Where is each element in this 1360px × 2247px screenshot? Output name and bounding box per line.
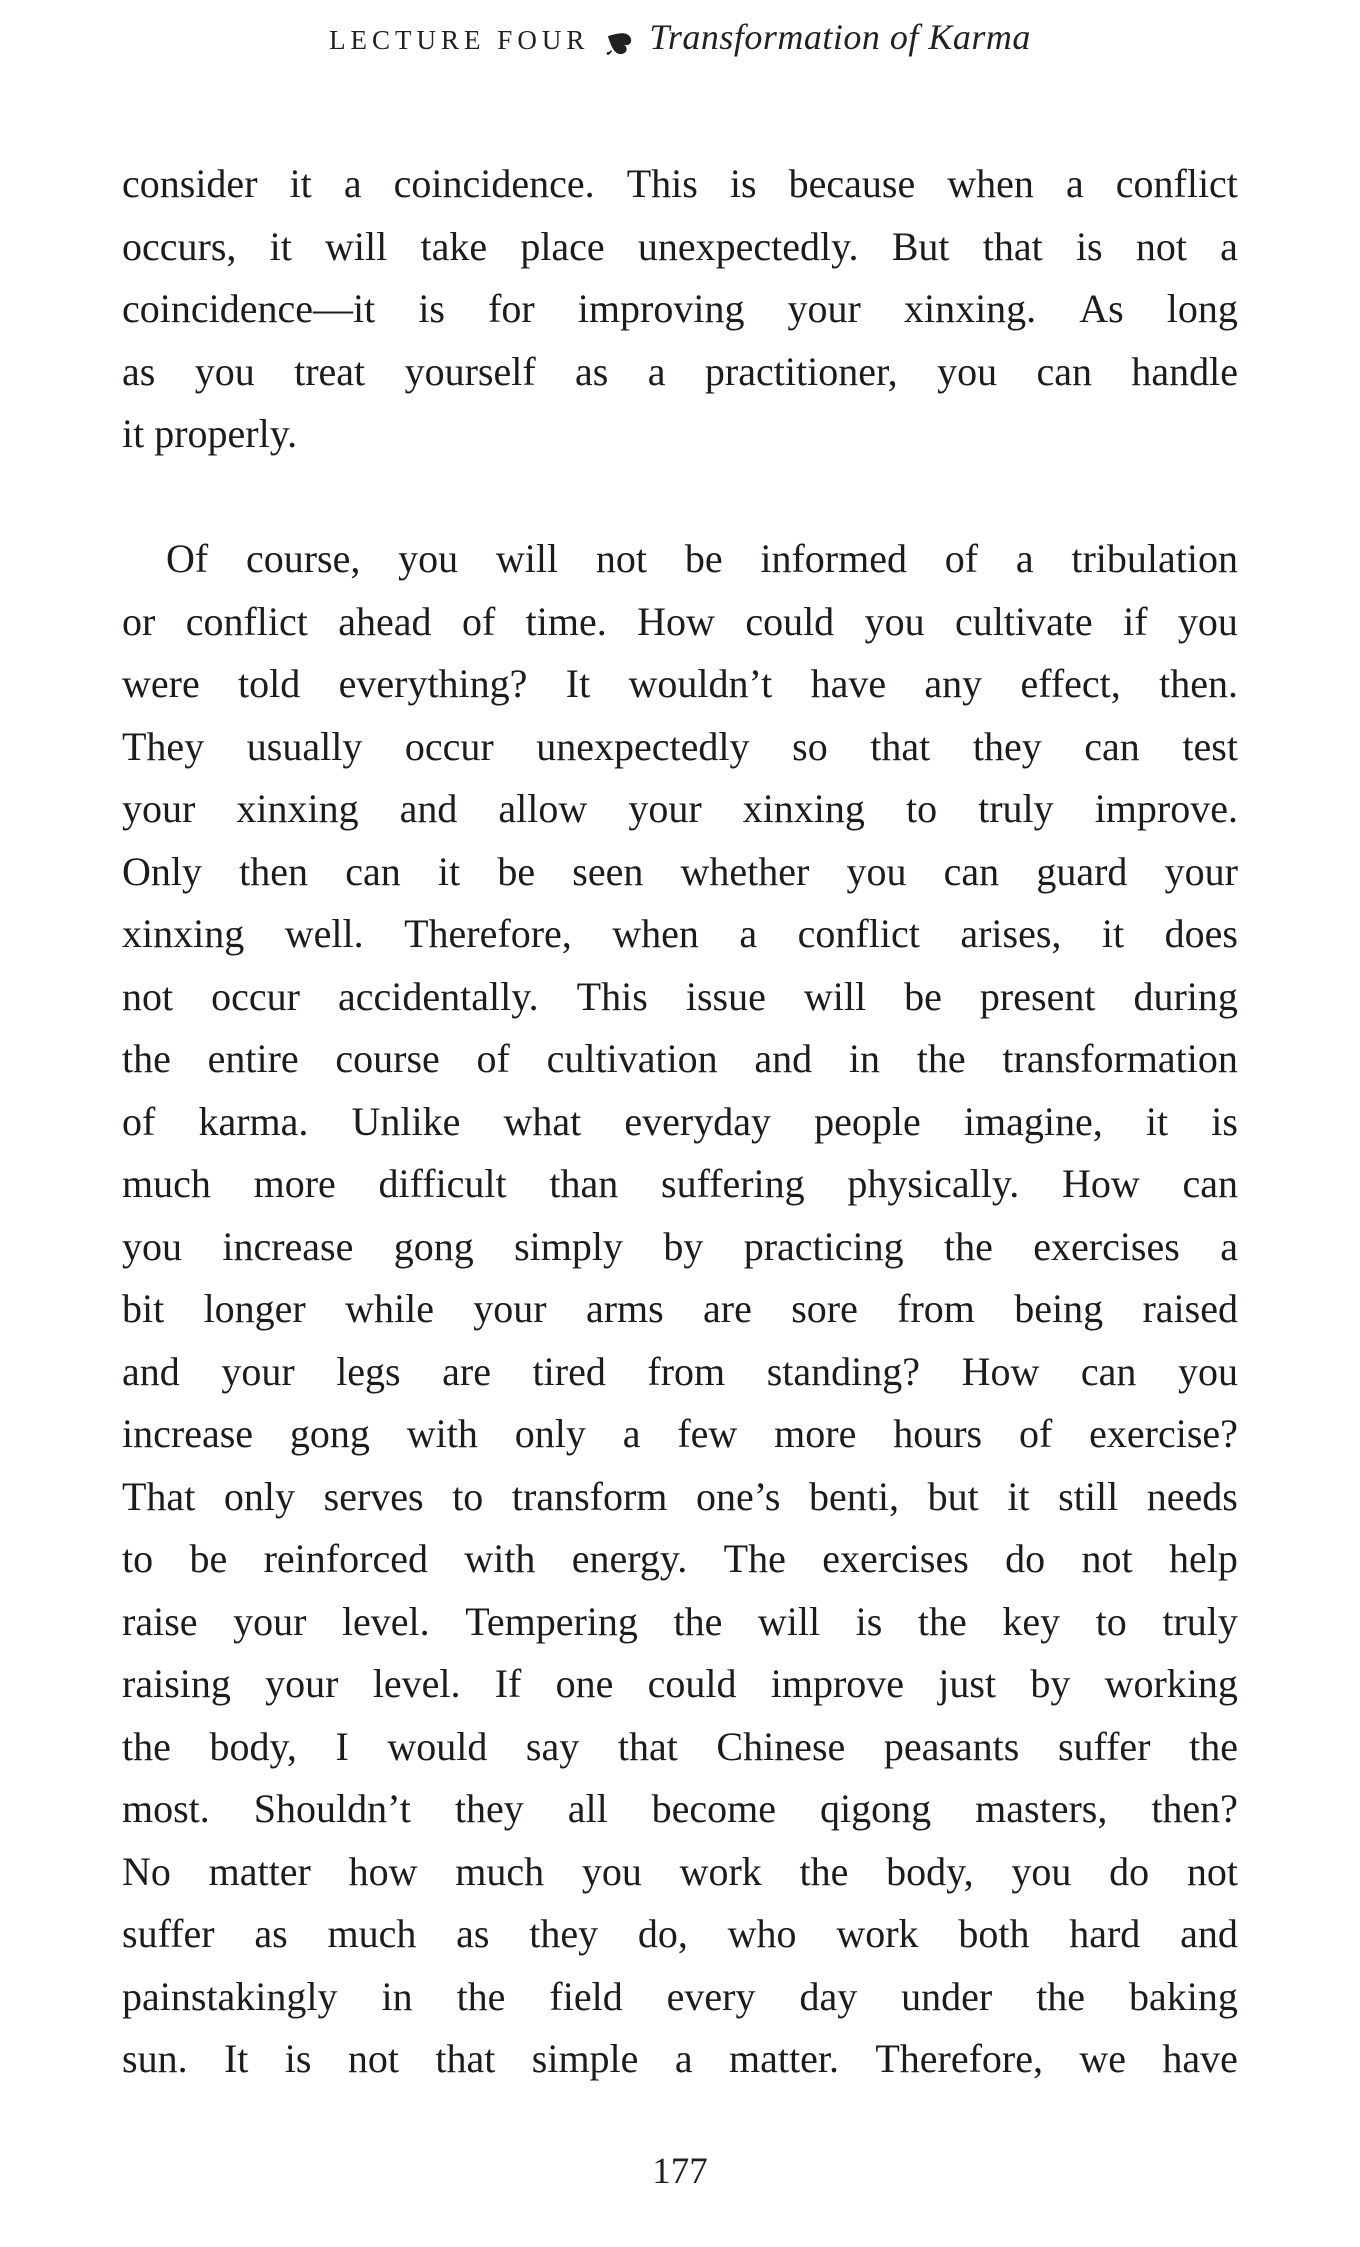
lecture-label: LECTURE FOUR bbox=[329, 25, 590, 55]
text-line: not occur accidentally. This issue will be present during bbox=[122, 973, 1238, 1019]
text-line: were told everything? It wouldn’t have any effect, then. bbox=[122, 661, 1238, 706]
text-line: and your legs are tired from standing? How can you bbox=[122, 1348, 1238, 1394]
chapter-title: Transformation of Karma bbox=[649, 17, 1031, 57]
text-line: you increase gong simply by practicing the exercises a bbox=[122, 1223, 1238, 1269]
paragraph bbox=[122, 528, 1238, 2091]
text-line: suffer as much as they do, who work both hard and bbox=[122, 1911, 1238, 1956]
text-line: increase gong with only a few more hours of exercise? bbox=[122, 1411, 1238, 1456]
text-line: of karma. Unlike what everyday people imagine, it is bbox=[122, 1098, 1238, 1144]
text-line: That only serves to transform one’s benti, but it still needs bbox=[122, 1473, 1238, 1519]
hedera-leaf-icon bbox=[604, 27, 634, 57]
text-line: your xinxing and allow your xinxing to truly improve. bbox=[122, 786, 1238, 831]
paragraph bbox=[122, 153, 1238, 466]
text-line: it properly. bbox=[122, 411, 298, 456]
text-line: painstakingly in the field every day under the baking bbox=[122, 1973, 1238, 2019]
text-line: the body, I would say that Chinese peasants suffer the bbox=[122, 1723, 1238, 1769]
text-line: raise your level. Tempering the will is the key to truly bbox=[122, 1598, 1238, 1644]
running-header bbox=[0, 16, 1360, 58]
text-line: or conflict ahead of time. How could you cultivate if you bbox=[122, 598, 1238, 644]
text-line: to be reinforced with energy. The exercises do not help bbox=[122, 1536, 1238, 1581]
text-line: coincidence—it is for improving your xinxing. As long bbox=[122, 286, 1238, 331]
text-line: most. Shouldn’t they all become qigong masters, then? bbox=[122, 1786, 1238, 1831]
text-line: Of course, you will not be informed of a tribulation bbox=[166, 536, 1238, 581]
text-line: occurs, it will take place unexpectedly. But that is not a bbox=[122, 223, 1238, 269]
text-line: the entire course of cultivation and in the transformation bbox=[122, 1036, 1238, 1081]
text-line: as you treat yourself as a practitioner, you can handle bbox=[122, 348, 1238, 394]
text-line: No matter how much you work the body, you do not bbox=[122, 1848, 1238, 1894]
page-text bbox=[122, 153, 1238, 2091]
text-line: much more difficult than suffering physically. How can bbox=[122, 1161, 1238, 1206]
text-line: sun. It is not that simple a matter. Therefore, we have bbox=[122, 2036, 1238, 2081]
text-line: xinxing well. Therefore, when a conflict arises, it does bbox=[122, 911, 1238, 956]
text-line: They usually occur unexpectedly so that they can test bbox=[122, 723, 1238, 769]
page-number: 177 bbox=[652, 2151, 708, 2192]
text-line: bit longer while your arms are sore from being raised bbox=[122, 1286, 1238, 1331]
text-line: Only then can it be seen whether you can guard your bbox=[122, 848, 1238, 894]
text-line: raising your level. If one could improve just by working bbox=[122, 1661, 1238, 1706]
text-line: consider it a coincidence. This is because when a conflict bbox=[122, 161, 1238, 206]
